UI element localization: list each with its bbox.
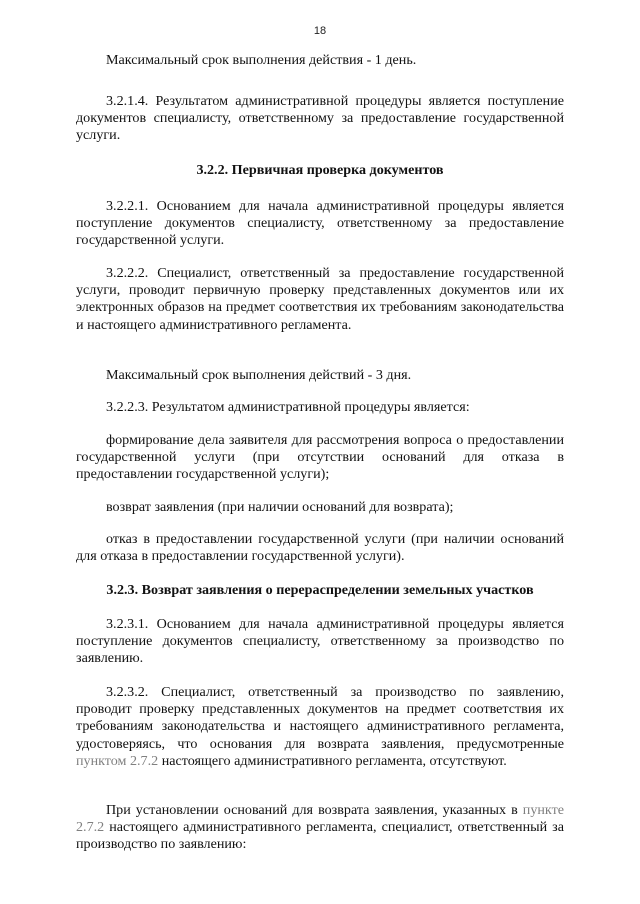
- paragraph-3-2-1-4: 3.2.1.4. Результатом административной процедуры является поступление документов специалисту, ответственному за предоставление государственной услуги.: [76, 93, 564, 144]
- paragraph-3-2-3-2-text-start: 3.2.3.2. Специалист, ответственный за производство по заявлению, проводит проверку представленных документов на предмет соответствия их требованиям законодательства и настоящего административного регламента, удостоверяясь, что основания для возврата заявления, предусмотренные: [76, 684, 564, 752]
- paragraph-3-2-2-2: 3.2.2.2. Специалист, ответственный за предоставление государственной услуги, проводит первичную проверку представленных документов или их электронных образов на предмет соответствия их требованиям законодательства и настоящего административного регламента.: [76, 265, 564, 333]
- link-clause-2-7-2-second[interactable]: пункте 2.7.2: [76, 802, 564, 836]
- paragraph-3-2-2-3: 3.2.2.3. Результатом административной процедуры является:: [106, 399, 470, 415]
- link-clause-2-7-2[interactable]: пунктом 2.7.2: [76, 752, 159, 769]
- paragraph-3-2-3-2: [76, 684, 564, 770]
- list-item-return-application: возврат заявления (при наличии оснований для возврата);: [106, 499, 454, 515]
- page-number: 18: [313, 25, 327, 37]
- paragraph-return-grounds: [76, 802, 564, 854]
- paragraph-max-term-3-days: Максимальный срок выполнения действий - 3 дня.: [106, 367, 412, 383]
- section-heading-3-2-3: 3.2.3. Возврат заявления о перераспределении земельных участков: [106, 582, 534, 598]
- paragraph-max-term-1-day: Максимальный срок выполнения действия - 1 день.: [106, 52, 417, 68]
- paragraph-3-2-2-1: 3.2.2.1. Основанием для начала административной процедуры является поступление документов специалисту, ответственному за предоставление государственной услуги.: [76, 198, 564, 249]
- paragraph-return-grounds-text-start: При установлении оснований для возврата заявления, указанных в: [106, 802, 523, 818]
- paragraph-return-grounds-text-end: настоящего административного регламента, специалист, ответственный за производство по заявлению:: [76, 819, 564, 853]
- list-item-refusal: отказ в предоставлении государственной услуги (при наличии оснований для отказа в предоставлении государственной услуги).: [76, 531, 564, 565]
- section-heading-3-2-2: 3.2.2. Первичная проверка документов: [196, 162, 444, 178]
- paragraph-3-2-3-2-text-end: настоящего административного регламента, отсутствуют.: [158, 752, 507, 769]
- paragraph-3-2-3-1: 3.2.3.1. Основанием для начала административной процедуры является поступление документов специалисту, ответственному за производство по заявлению.: [76, 616, 564, 667]
- list-item-case-formation: формирование дела заявителя для рассмотрения вопроса о предоставлении государственной услуги (при отсутствии оснований для отказа в предоставлении государственной услуги);: [76, 432, 564, 483]
